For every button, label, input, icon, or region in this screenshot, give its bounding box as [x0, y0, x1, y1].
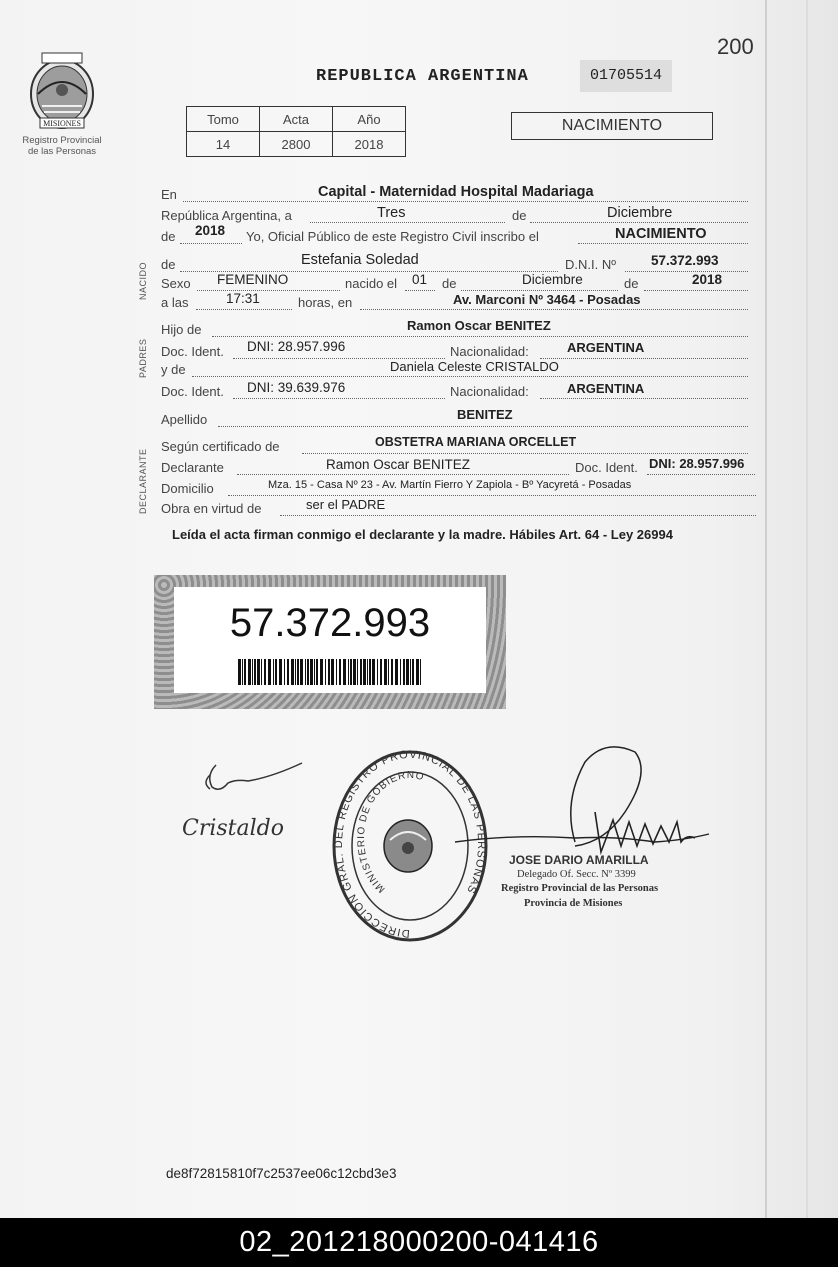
barcode-bar	[384, 659, 387, 685]
barcode-bar	[380, 659, 382, 685]
barcode-bar	[264, 659, 266, 685]
document-hash: de8f72815810f7c2537ee06c12cbd3e3	[166, 1166, 397, 1181]
act-type-value: NACIMIENTO	[615, 226, 707, 242]
barcode-bar	[363, 659, 366, 685]
barcode-bar	[300, 659, 303, 685]
dotted-line	[218, 426, 748, 427]
barcode-bar	[297, 659, 299, 685]
label-sexo: Sexo	[161, 276, 191, 291]
dotted-line	[280, 515, 756, 516]
side-label-padres: PADRES	[138, 338, 148, 378]
barcode-bar	[254, 659, 256, 685]
barcode-bar	[310, 659, 313, 685]
barcode-bar	[325, 659, 326, 685]
by-virtue-value: ser el PADRE	[306, 497, 386, 512]
register-value-row	[187, 132, 406, 157]
barcode-bar	[403, 659, 405, 685]
register-value-acta: 2800	[260, 132, 333, 157]
barcode-bar	[388, 659, 389, 685]
dotted-line	[197, 290, 340, 291]
label-nacionalidad: Nacionalidad:	[450, 384, 529, 399]
label-de: de	[512, 208, 527, 223]
barcode-bar	[350, 659, 352, 685]
barcode-bar	[343, 659, 346, 685]
certificate-by-value: OBSTETRA MARIANA ORCELLET	[375, 435, 577, 449]
declarant-doc-value: DNI: 28.957.996	[649, 456, 745, 471]
barcode-bar	[353, 659, 356, 685]
label-dni: D.N.I. Nº	[565, 257, 616, 272]
sticker-inner	[174, 587, 486, 693]
label-apellido: Apellido	[161, 412, 208, 427]
label-obra-en-virtud: Obra en virtud de	[161, 501, 262, 516]
barcode-bar	[287, 659, 289, 685]
label-doc-ident: Doc. Ident.	[161, 384, 224, 399]
barcode-bar	[336, 659, 337, 685]
barcode-bar	[261, 659, 262, 685]
register-header-tomo: Tomo	[187, 107, 260, 132]
label-nacido-el: nacido el	[345, 276, 398, 291]
mother-name-value: Daniela Celeste CRISTALDO	[390, 359, 559, 374]
barcode-bar	[406, 659, 409, 685]
dotted-line	[405, 290, 435, 291]
mother-nationality-value: ARGENTINA	[567, 381, 645, 396]
surname-value: BENITEZ	[457, 407, 513, 422]
dotted-line	[310, 222, 505, 223]
barcode-bar	[252, 659, 253, 685]
barcode-bar	[291, 659, 294, 685]
stamp-inner-text: MINISTERIO DE GOBIERNO	[355, 769, 426, 895]
dotted-line	[540, 398, 748, 399]
birth-place-value: Av. Marconi Nº 3464 - Posadas	[453, 292, 641, 307]
barcode-bar	[238, 659, 241, 685]
label-declarante: Declarante	[161, 460, 224, 475]
barcode-bar	[273, 659, 274, 685]
father-nationality-value: ARGENTINA	[567, 340, 645, 355]
label-republica: República Argentina, a	[161, 208, 292, 223]
page-edge	[765, 0, 767, 1218]
birth-day-value: 01	[412, 272, 428, 287]
mother-signature	[176, 755, 311, 850]
dotted-line	[196, 309, 292, 310]
dotted-line	[237, 474, 569, 475]
barcode-bar	[279, 659, 282, 685]
label-de: de	[161, 229, 176, 244]
barcode-bar	[416, 659, 419, 685]
barcode-bar	[307, 659, 309, 685]
dotted-line	[644, 290, 748, 291]
label-doc-ident: Doc. Ident.	[575, 460, 638, 475]
father-doc-value: DNI: 28.957.996	[247, 339, 346, 354]
child-name-value: Estefania Soledad	[301, 252, 419, 268]
label-nacionalidad: Nacionalidad:	[450, 344, 529, 359]
barcode-bar	[420, 659, 421, 685]
barcode-bar	[410, 659, 411, 685]
label-horas-en: horas, en	[298, 295, 353, 310]
birth-month-value: Diciembre	[522, 272, 583, 287]
barcode-bar	[331, 659, 334, 685]
official-org: Registro Provincial de las Personas	[501, 883, 659, 894]
dni-sticker-number: 57.372.993	[229, 601, 431, 645]
barcode-bar	[400, 659, 401, 685]
birth-time-value: 17:31	[226, 291, 260, 306]
logo-caption-line1: Registro Provincial	[22, 135, 102, 146]
label-de: de	[624, 276, 639, 291]
signing-note: Leída el acta firman conmigo el declarante y la madre. Hábiles Art. 64 - Ley 26994	[172, 527, 673, 542]
barcode-bar	[369, 659, 371, 685]
stamp-outer-text: DIRECCION GRAL. DEL REGISTRO PROVINCIAL DE LAS PERSONAS	[333, 748, 488, 940]
register-value-tomo: 14	[187, 132, 260, 157]
barcode-bar	[284, 659, 285, 685]
file-id-footer: 02_201218000200-041416	[0, 1218, 838, 1267]
barcode-bar	[242, 659, 243, 685]
dotted-line	[360, 309, 748, 310]
serial-number: 01705514	[580, 60, 672, 92]
barcode-bar	[244, 659, 246, 685]
month-value: Diciembre	[607, 205, 673, 221]
barcode-bar	[328, 659, 330, 685]
page-number: 200	[717, 34, 754, 59]
dotted-line	[530, 222, 748, 223]
dotted-line	[212, 336, 748, 337]
dotted-line	[578, 243, 748, 244]
register-header-ano: Año	[333, 107, 406, 132]
side-label-declarante: DECLARANTE	[138, 448, 148, 514]
barcode-bar	[377, 659, 378, 685]
mother-signature-text: Cristaldo	[182, 816, 284, 841]
barcode-bar	[257, 659, 260, 685]
barcode-bar	[316, 659, 318, 685]
side-label-nacido: NACIDO	[138, 261, 148, 300]
register-value-ano: 2018	[333, 132, 406, 157]
day-words-value: Tres	[377, 205, 406, 221]
barcode-bar	[320, 659, 323, 685]
label-doc-ident: Doc. Ident.	[161, 344, 224, 359]
mother-doc-value: DNI: 39.639.976	[247, 380, 346, 395]
address-value: Mza. 15 - Casa Nº 23 - Av. Martín Fierro Y Zapiola - Bº Yacyretá - Posadas	[268, 479, 632, 491]
label-y-de: y de	[161, 362, 186, 377]
label-domicilio: Domicilio	[161, 481, 214, 496]
dotted-line	[228, 495, 756, 496]
official-province: Provincia de Misiones	[524, 898, 623, 909]
label-a-las: a las	[161, 295, 189, 310]
dotted-line	[647, 474, 755, 475]
logo-text: MISIONES	[43, 119, 81, 128]
barcode-bar	[295, 659, 296, 685]
barcode-bar	[248, 659, 251, 685]
barcode-bar	[314, 659, 315, 685]
label-en: En	[161, 187, 177, 202]
register-header-acta: Acta	[260, 107, 333, 132]
father-name-value: Ramon Oscar BENITEZ	[407, 318, 551, 333]
dotted-line	[192, 376, 748, 377]
document-type-box: NACIMIENTO	[511, 112, 713, 140]
barcode-bar	[367, 659, 368, 685]
declarant-name-value: Ramon Oscar BENITEZ	[326, 457, 471, 472]
label-de: de	[442, 276, 457, 291]
barcode-bar	[339, 659, 341, 685]
barcode-bar	[305, 659, 306, 685]
barcode-bar	[395, 659, 398, 685]
barcode-bar	[360, 659, 362, 685]
official-title: Delegado Of. Secc. Nº 3399	[517, 869, 636, 880]
birth-year-value: 2018	[692, 272, 723, 287]
child-dni-value: 57.372.993	[651, 253, 719, 268]
register-header-row	[187, 107, 406, 132]
barcode	[238, 659, 422, 685]
page-edge	[806, 0, 808, 1218]
dotted-line	[461, 290, 618, 291]
barcode-bar	[268, 659, 271, 685]
dotted-line	[625, 271, 748, 272]
register-table	[186, 106, 406, 157]
logo-caption-line2: de las Personas	[27, 146, 97, 157]
barcode-bar	[412, 659, 414, 685]
dotted-line	[180, 243, 242, 244]
dotted-line	[540, 358, 748, 359]
label-segun-certificado: Según certificado de	[161, 439, 280, 454]
province-shield-logo	[24, 50, 100, 132]
barcode-bar	[275, 659, 277, 685]
label-de: de	[161, 257, 176, 272]
label-yo-oficial: Yo, Oficial Público de este Registro Civil inscribo el	[246, 229, 539, 244]
place-value: Capital - Maternidad Hospital Madariaga	[318, 184, 594, 200]
barcode-bar	[391, 659, 393, 685]
barcode-bar	[357, 659, 358, 685]
document-title: REPUBLICA ARGENTINA	[316, 67, 529, 86]
dotted-line	[302, 453, 748, 454]
label-hijo-de: Hijo de	[161, 322, 202, 337]
logo-caption	[12, 135, 112, 157]
year-value: 2018	[195, 223, 226, 238]
dotted-line	[183, 201, 748, 202]
dni-sticker	[154, 575, 506, 709]
sex-value: FEMENINO	[217, 272, 289, 287]
dotted-line	[233, 398, 445, 399]
official-name: JOSE DARIO AMARILLA	[509, 853, 649, 867]
barcode-bar	[372, 659, 375, 685]
official-signature	[455, 742, 715, 870]
barcode-bar	[348, 659, 349, 685]
